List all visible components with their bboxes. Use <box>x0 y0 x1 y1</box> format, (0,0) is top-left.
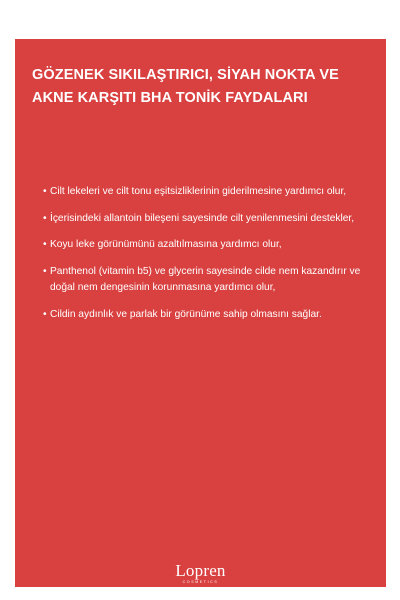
benefit-item-5 <box>43 307 365 324</box>
benefit-item-2 <box>43 211 365 228</box>
benefit-text: Cildin aydınlık ve parlak bir görünüme sahip olmasını sağlar. <box>50 308 322 320</box>
brand-name: Lopren <box>175 561 226 580</box>
benefit-item-3 <box>43 237 365 254</box>
benefits-card <box>15 39 386 587</box>
bullet-icon: • <box>43 308 47 320</box>
benefit-text: Panthenol (vitamin b5) ve glycerin sayesinde cilde nem kazandırır ve doğal nem dengesinin korunmasına yardımcı olur, <box>50 265 361 293</box>
benefit-text: Koyu leke görünümünü azaltılmasına yardımcı olur, <box>50 239 282 250</box>
benefit-item-4 <box>43 264 365 297</box>
benefit-item-1 <box>43 184 365 201</box>
card-title: GÖZENEK SIKILAŞTIRICI, SİYAH NOKTA VE AKNE KARŞITI BHA TONİK FAYDALARI <box>32 67 339 106</box>
brand-logo <box>15 562 386 585</box>
bullet-icon: • <box>43 212 47 224</box>
benefit-text: Cilt lekeleri ve cilt tonu eşitsizliklerinin giderilmesine yardımcı olur, <box>50 186 347 197</box>
brand-tagline: COSMETICS <box>182 580 219 584</box>
bullet-icon: • <box>43 265 47 277</box>
bullet-icon: • <box>43 186 47 197</box>
benefit-text: İçerisindeki allantoin bileşeni sayesinde cilt yenilenmesini destekler, <box>50 212 355 224</box>
bullet-icon: • <box>43 239 47 250</box>
benefits-list <box>43 184 365 333</box>
